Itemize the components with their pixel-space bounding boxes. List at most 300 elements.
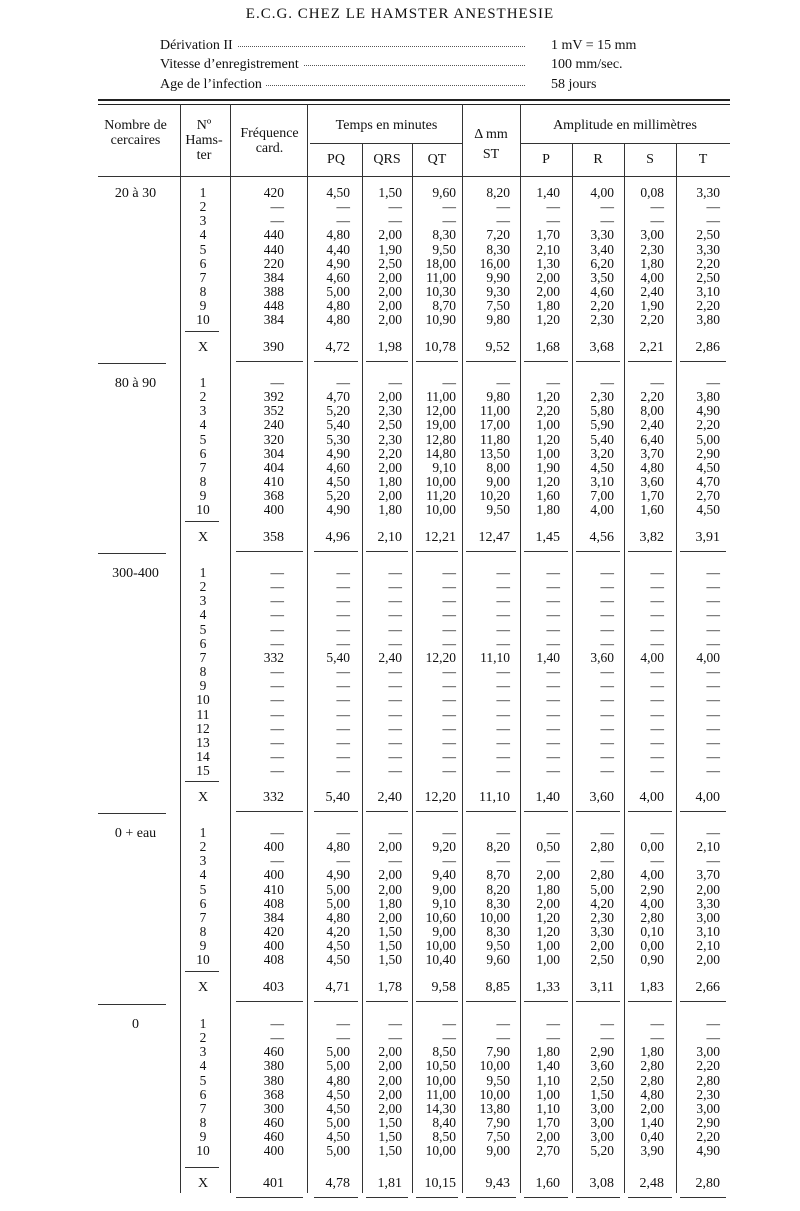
cell-s: — [650, 565, 664, 580]
cell-p: 1,60 [536, 488, 560, 504]
cell-t: — [706, 734, 720, 750]
mean-underline [576, 1197, 620, 1198]
cell-freq: — [270, 199, 284, 215]
cell-freq: 410 [263, 881, 284, 897]
cell-s: 1,40 [640, 1115, 664, 1131]
cell-p: 1,00 [536, 952, 560, 968]
cell-qt: — [442, 692, 456, 708]
column-line [520, 104, 521, 1193]
cell-s: — [650, 635, 664, 651]
cell-r: 5,40 [590, 431, 614, 447]
mean-hamster: X [197, 340, 209, 355]
cell-qrs: — [388, 565, 402, 580]
cell-t: — [706, 825, 720, 840]
cell-pq: 5,00 [326, 1058, 350, 1074]
mean-underline [680, 361, 726, 362]
cell-hamster: 10 [196, 312, 210, 328]
cell-p: 1,20 [536, 909, 560, 925]
mean-t: 2,86 [695, 340, 720, 355]
cell-qt: 9,10 [432, 895, 456, 911]
cell-freq: 368 [263, 488, 284, 504]
meta-row [160, 57, 680, 77]
cell-p: — [546, 720, 560, 736]
cell-p: — [546, 199, 560, 215]
cell-r: — [600, 692, 614, 708]
cell-t: 2,70 [696, 488, 720, 504]
cell-s: 4,80 [640, 459, 664, 475]
cell-p: 2,70 [536, 1143, 560, 1159]
header-t: T [698, 152, 708, 167]
cell-qrs: — [388, 1030, 402, 1046]
group-label: 0 + eau [114, 826, 157, 841]
cell-hamster: 6 [199, 1086, 207, 1102]
cell-qrs: 1,50 [378, 1129, 402, 1145]
mean-underline [524, 1197, 568, 1198]
mean-underline [524, 1001, 568, 1002]
cell-qt: — [442, 199, 456, 215]
cell-r: 2,30 [590, 312, 614, 328]
cell-qt: 19,00 [425, 417, 456, 433]
cell-hamster: 6 [199, 255, 207, 271]
group-label: 300-400 [112, 566, 159, 581]
cell-s: 4,00 [640, 895, 664, 911]
cell-freq: 420 [263, 924, 284, 940]
cell-s: — [650, 1030, 664, 1046]
cell-s: 2,20 [640, 389, 664, 405]
cell-freq: — [270, 1030, 284, 1046]
cell-st: 9,00 [486, 474, 510, 490]
mean-qt: 10,78 [424, 340, 456, 355]
cell-st: 7,20 [486, 227, 510, 243]
cell-st: — [496, 720, 510, 736]
cell-r: 3,40 [590, 241, 614, 257]
cell-qrs: 2,30 [378, 403, 402, 419]
cell-r: 5,00 [590, 881, 614, 897]
column-line [462, 104, 463, 1193]
cell-s: — [650, 199, 664, 215]
header-r: R [593, 152, 603, 167]
cell-pq: — [336, 1030, 350, 1046]
cell-freq: 380 [263, 1072, 284, 1088]
cell-r: — [600, 720, 614, 736]
cell-freq: — [270, 748, 284, 764]
cell-t: 2,00 [696, 881, 720, 897]
cell-p: — [546, 664, 560, 680]
cell-qrs: 2,00 [378, 298, 402, 314]
cell-freq: — [270, 825, 284, 840]
cell-hamster: 2 [199, 839, 207, 855]
cell-freq: 404 [263, 459, 284, 475]
cell-pq: 4,80 [326, 1072, 350, 1088]
mean-qrs: 1,81 [377, 1176, 402, 1191]
mean-s: 1,83 [639, 980, 664, 995]
cell-p: — [546, 565, 560, 580]
cell-hamster: 8 [199, 924, 207, 940]
mean-freq: 401 [263, 1176, 284, 1191]
meta-value: 100 mm/sec. [551, 57, 623, 72]
mean-underline [524, 811, 568, 812]
cell-qt: — [442, 213, 456, 229]
cell-st: — [496, 748, 510, 764]
mean-r: 3,60 [589, 790, 614, 805]
cell-freq: 410 [263, 474, 284, 490]
cell-r: 4,20 [590, 895, 614, 911]
cell-freq: — [270, 734, 284, 750]
cell-p: — [546, 635, 560, 651]
cell-st: — [496, 565, 510, 580]
meta-label: Age de l’infection [160, 77, 266, 93]
cell-r: — [600, 199, 614, 215]
mean-underline [314, 1001, 358, 1002]
cell-st: — [496, 1016, 510, 1031]
cell-hamster: 4 [199, 607, 207, 623]
cell-qrs: — [388, 607, 402, 623]
cell-pq: — [336, 692, 350, 708]
mean-underline [576, 1001, 620, 1002]
cell-qt: 9,00 [432, 881, 456, 897]
cell-s: 3,00 [640, 227, 664, 243]
cell-qrs: — [388, 579, 402, 595]
cell-qrs: 1,50 [378, 1115, 402, 1131]
cell-st: 10,00 [479, 1058, 510, 1074]
mean-freq: 332 [263, 790, 284, 805]
cell-freq: 400 [263, 867, 284, 883]
cell-p: 2,00 [536, 269, 560, 285]
cell-freq: 384 [263, 312, 284, 328]
page-title: E.C.G. CHEZ LE HAMSTER ANESTHESIE [245, 6, 555, 22]
cell-r: 4,00 [590, 185, 614, 200]
mean-underline [466, 1001, 516, 1002]
cell-pq: 4,90 [326, 445, 350, 461]
cell-freq: 220 [263, 255, 284, 271]
cell-s: — [650, 593, 664, 609]
cell-s: 1,60 [640, 502, 664, 518]
cell-freq: 460 [263, 1044, 284, 1060]
mean-r: 4,56 [589, 530, 614, 545]
cell-qrs: — [388, 763, 402, 779]
cell-pq: 5,30 [326, 431, 350, 447]
cell-hamster: 5 [199, 241, 207, 257]
cell-st: 8,00 [486, 459, 510, 475]
cell-hamster: 4 [199, 867, 207, 883]
cell-pq: — [336, 375, 350, 390]
cell-r: 1,50 [590, 1086, 614, 1102]
mean-underline [466, 811, 516, 812]
mean-hamster: X [197, 790, 209, 805]
cell-qrs: — [388, 678, 402, 694]
cell-s: 0,10 [640, 924, 664, 940]
cell-st: — [496, 734, 510, 750]
cell-hamster: 2 [199, 199, 207, 215]
cell-t: 4,90 [696, 1143, 720, 1159]
cell-st: — [496, 1030, 510, 1046]
cell-hamster: 7 [199, 1100, 207, 1116]
header-delta: Δ mm [474, 127, 508, 142]
mean-s: 2,48 [639, 1176, 664, 1191]
mean-underline [236, 1001, 303, 1002]
cell-qt: — [442, 664, 456, 680]
mean-p: 1,33 [535, 980, 560, 995]
cell-s: 1,70 [640, 488, 664, 504]
cell-pq: — [336, 763, 350, 779]
cell-freq: 384 [263, 269, 284, 285]
cell-qt: 11,20 [426, 488, 456, 504]
cell-qt: — [442, 734, 456, 750]
cell-qrs: 2,00 [378, 881, 402, 897]
cell-qt: — [442, 1030, 456, 1046]
cell-t: 3,80 [696, 312, 720, 328]
cell-r: 5,90 [590, 417, 614, 433]
mean-underline [416, 361, 458, 362]
mean-freq: 390 [263, 340, 284, 355]
cell-hamster: 13 [196, 734, 210, 750]
mean-rule [185, 781, 219, 782]
cell-qrs: 2,20 [378, 445, 402, 461]
cell-qrs: — [388, 664, 402, 680]
cell-t: 4,70 [696, 474, 720, 490]
cell-t: 2,10 [696, 938, 720, 954]
cell-freq: 448 [263, 298, 284, 314]
cell-st: — [496, 579, 510, 595]
cell-freq: — [270, 607, 284, 623]
cell-t: — [706, 213, 720, 229]
cell-freq: — [270, 621, 284, 637]
mean-r: 3,68 [589, 340, 614, 355]
cell-qt: — [442, 706, 456, 722]
mean-rule [185, 971, 219, 972]
cell-qrs: — [388, 692, 402, 708]
cell-qt: — [442, 720, 456, 736]
cell-st: 9,50 [486, 1072, 510, 1088]
cell-hamster: 7 [199, 269, 207, 285]
cell-s: 2,80 [640, 1072, 664, 1088]
meta-value: 58 jours [551, 77, 597, 92]
cell-st: 9,90 [486, 269, 510, 285]
cell-st: 10,00 [479, 909, 510, 925]
cell-freq: — [270, 635, 284, 651]
cell-p: 1,20 [536, 474, 560, 490]
cell-p: — [546, 579, 560, 595]
mean-underline [314, 551, 358, 552]
cell-pq: — [336, 621, 350, 637]
cell-freq: — [270, 213, 284, 229]
cell-pq: 4,60 [326, 459, 350, 475]
cell-s: — [650, 664, 664, 680]
header-divider-temps [310, 143, 462, 144]
cell-qrs: 1,80 [378, 895, 402, 911]
cell-p: 0,50 [536, 839, 560, 855]
cell-pq: 4,80 [326, 909, 350, 925]
cell-qt: — [442, 621, 456, 637]
cell-hamster: 11 [196, 706, 210, 722]
cell-qt: 9,20 [432, 839, 456, 855]
cell-s: — [650, 375, 664, 390]
cell-st: — [496, 635, 510, 651]
cell-s: 0,00 [640, 938, 664, 954]
cell-pq: — [336, 565, 350, 580]
cell-qt: 11,00 [426, 1086, 456, 1102]
cell-st: 8,30 [486, 924, 510, 940]
mean-underline [366, 361, 408, 362]
cell-hamster: 9 [199, 678, 207, 694]
cell-t: — [706, 565, 720, 580]
cell-freq: 388 [263, 284, 284, 300]
mean-t: 2,66 [695, 980, 720, 995]
cell-st: 9,80 [486, 312, 510, 328]
header-nombre-cercaires: Nombre de cercaires [104, 118, 167, 148]
cell-r: — [600, 375, 614, 390]
header-pq: PQ [327, 152, 345, 167]
cell-s: 0,00 [640, 839, 664, 855]
cell-freq: 332 [263, 649, 284, 665]
cell-t: 2,20 [696, 298, 720, 314]
cell-p: 1,10 [536, 1072, 560, 1088]
cell-s: 4,00 [640, 269, 664, 285]
cell-t: — [706, 678, 720, 694]
cell-freq: 408 [263, 952, 284, 968]
cell-t: 2,20 [696, 417, 720, 433]
cell-pq: — [336, 706, 350, 722]
cell-qt: 8,40 [432, 1115, 456, 1131]
cell-s: 0,40 [640, 1129, 664, 1145]
cell-p: 2,00 [536, 895, 560, 911]
mean-underline [628, 1197, 672, 1198]
mean-s: 2,21 [639, 340, 664, 355]
cell-r: — [600, 579, 614, 595]
meta-value: 1 mV = 15 mm [551, 38, 637, 53]
cell-qrs: 2,00 [378, 227, 402, 243]
cell-r: 2,00 [590, 938, 614, 954]
cell-p: 1,20 [536, 312, 560, 328]
cell-t: — [706, 748, 720, 764]
cell-st: — [496, 213, 510, 229]
cell-pq: 5,40 [326, 417, 350, 433]
cell-qrs: — [388, 720, 402, 736]
mean-p: 1,45 [535, 530, 560, 545]
cell-hamster: 7 [199, 909, 207, 925]
cell-r: — [600, 825, 614, 840]
cell-hamster: 3 [199, 853, 207, 869]
cell-st: 10,20 [479, 488, 510, 504]
cell-p: — [546, 607, 560, 623]
cell-pq: 5,00 [326, 1115, 350, 1131]
cell-p: 1,10 [536, 1100, 560, 1116]
cell-p: — [546, 213, 560, 229]
cell-pq: 4,40 [326, 241, 350, 257]
cell-r: 4,00 [590, 502, 614, 518]
cell-s: — [650, 1016, 664, 1031]
cell-qt: 18,00 [425, 255, 456, 271]
cell-qt: 8,30 [432, 227, 456, 243]
cell-pq: — [336, 1016, 350, 1031]
cell-qt: 10,40 [425, 952, 456, 968]
cell-qt: 10,60 [425, 909, 456, 925]
mean-underline [416, 551, 458, 552]
cell-freq: 400 [263, 1143, 284, 1159]
mean-underline [314, 361, 358, 362]
cell-r: — [600, 734, 614, 750]
cell-t: — [706, 763, 720, 779]
cell-hamster: 6 [199, 635, 207, 651]
mean-underline [576, 811, 620, 812]
cell-freq: 460 [263, 1129, 284, 1145]
mean-st: 12,47 [478, 530, 510, 545]
mean-underline [524, 361, 568, 362]
cell-qt: 9,40 [432, 867, 456, 883]
mean-st: 9,43 [485, 1176, 510, 1191]
cell-s: 4,80 [640, 1086, 664, 1102]
cell-p: 2,00 [536, 867, 560, 883]
cell-r: 7,00 [590, 488, 614, 504]
mean-qrs: 1,98 [377, 340, 402, 355]
cell-s: 3,90 [640, 1143, 664, 1159]
column-line [572, 143, 573, 1193]
cell-r: 2,80 [590, 867, 614, 883]
cell-hamster: 6 [199, 895, 207, 911]
cell-hamster: 3 [199, 213, 207, 229]
cell-freq: — [270, 1016, 284, 1031]
cell-pq: 4,50 [326, 185, 350, 200]
cell-s: 4,00 [640, 867, 664, 883]
cell-t: 4,50 [696, 459, 720, 475]
cell-qrs: — [388, 734, 402, 750]
cell-p: 1,70 [536, 1115, 560, 1131]
cell-r: 3,00 [590, 1129, 614, 1145]
cell-t: — [706, 607, 720, 623]
cell-st: 13,80 [479, 1100, 510, 1116]
cell-t: 3,30 [696, 185, 720, 200]
cell-s: 0,90 [640, 952, 664, 968]
cell-qt: 10,90 [425, 312, 456, 328]
cell-t: 3,70 [696, 867, 720, 883]
cell-t: 2,20 [696, 255, 720, 271]
cell-p: 1,20 [536, 389, 560, 405]
cell-freq: 368 [263, 1086, 284, 1102]
mean-p: 1,60 [535, 1176, 560, 1191]
cell-freq: — [270, 664, 284, 680]
cell-qrs: 2,00 [378, 839, 402, 855]
mean-underline [366, 1001, 408, 1002]
cell-qt: 10,00 [425, 1143, 456, 1159]
cell-p: 1,90 [536, 459, 560, 475]
mean-qrs: 1,78 [377, 980, 402, 995]
cell-st: 8,20 [486, 881, 510, 897]
cell-qrs: 2,40 [378, 649, 402, 665]
cell-freq: 400 [263, 938, 284, 954]
cell-qt: 9,10 [432, 459, 456, 475]
cell-p: 1,00 [536, 1086, 560, 1102]
cell-st: 11,00 [480, 403, 510, 419]
cell-p: — [546, 678, 560, 694]
cell-qrs: 2,50 [378, 255, 402, 271]
cell-hamster: 1 [199, 375, 207, 390]
cell-p: — [546, 1030, 560, 1046]
mean-freq: 358 [263, 530, 284, 545]
cell-s: 2,80 [640, 1058, 664, 1074]
cell-p: — [546, 375, 560, 390]
cell-qt: 8,50 [432, 1129, 456, 1145]
cell-r: 2,30 [590, 909, 614, 925]
cell-r: — [600, 1030, 614, 1046]
cell-qrs: 2,00 [378, 1058, 402, 1074]
cell-st: 8,30 [486, 895, 510, 911]
cell-p: 2,10 [536, 241, 560, 257]
cell-r: 2,30 [590, 389, 614, 405]
cell-st: — [496, 199, 510, 215]
cell-qrs: 1,50 [378, 952, 402, 968]
cell-qrs: 2,00 [378, 1086, 402, 1102]
mean-underline [680, 811, 726, 812]
